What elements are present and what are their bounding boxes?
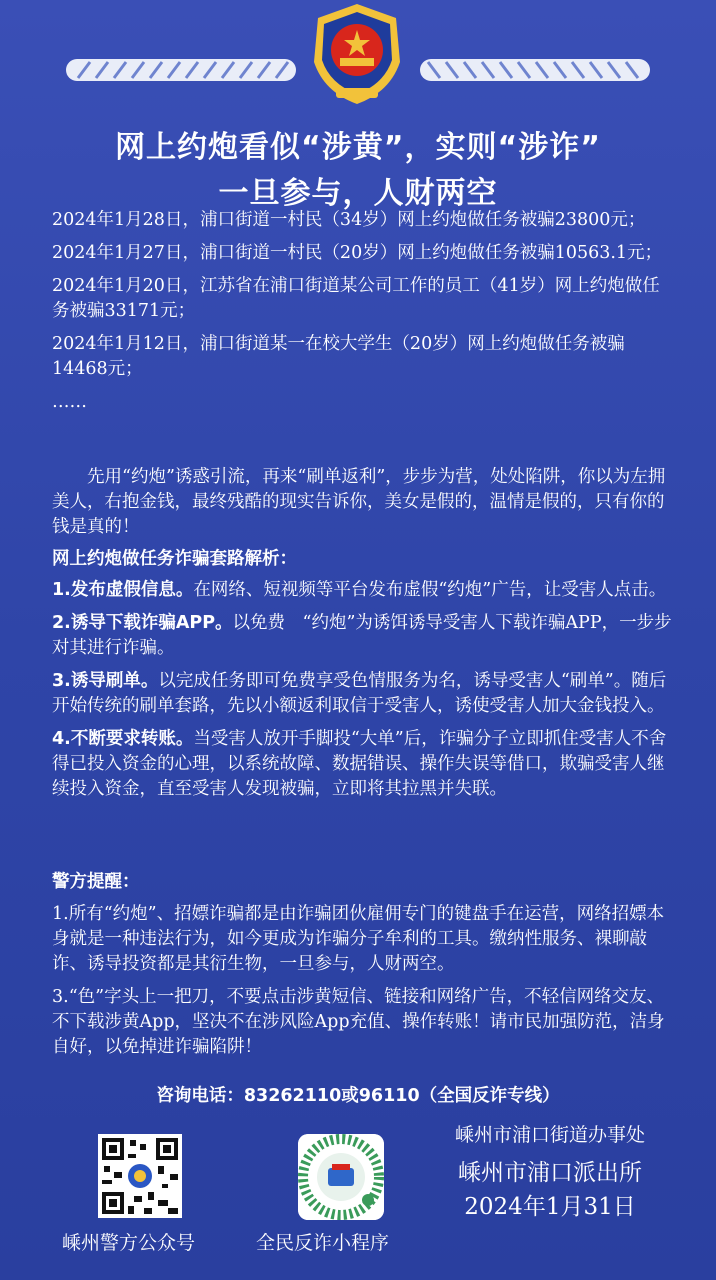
left-wing-ornament [66, 56, 296, 84]
issuer-office: 嵊州市浦口街道办事处 [454, 1124, 645, 1146]
warning-list [52, 902, 672, 1068]
warning-title: 警方提醒： [52, 872, 140, 892]
analysis-item [52, 611, 672, 661]
case-item: 2024年1月27日，浦口街道一村民（20岁）网上约炮做任务被骗10563.1元； [52, 243, 663, 263]
qr-label-official-account: 嵊州警方公众号 [62, 1232, 196, 1254]
wechat-official-account-qr-code[interactable] [98, 1134, 182, 1218]
headline-line-1: 网上约炮看似“涉黄”，实则“涉诈” [115, 130, 601, 165]
headline-line-2: 一旦参与，人财两空 [218, 176, 498, 211]
analysis-item-text: 在网络、短视频等平台发布虚假“约炮”广告，让受害人点击。 [193, 580, 667, 600]
analysis-item-text: 当受害人放开手脚投“大单”后，诈骗分子立即抓住受害人不舍得已投入资金的心理，以系统故障、数据错误、操作失误等借口，欺骗受害人继续投入资金，直至受害人发现被骗，立即将其拉黑并失联。 [52, 729, 667, 799]
warning-item: 1.所有“约炮”、招嫖诈骗都是由诈骗团伙雇佣专门的键盘手在运营，网络招嫖本身就是一种违法行为，如今更成为诈骗分子牟利的工具。缴纳性服务、裸聊敲诈、诱导投资都是其衍生物，一旦参与，人财两空。 [52, 904, 665, 974]
analysis-item-lead: 4.不断要求转账。 [52, 729, 194, 749]
qr-label-mini-program: 全民反诈小程序 [256, 1232, 390, 1254]
case-item: 2024年1月20日，江苏省在浦口街道某公司工作的员工（41岁）网上约炮做任务被骗33171元； [52, 276, 660, 321]
analysis-item-text: 以完成任务即可免费享受色情服务为名，诱导受害人“刷单”。随后开始传统的刷单套路，先以小额返利取信于受害人，诱使受害人加大金钱投入。 [52, 671, 667, 716]
case-item: 2024年1月28日，浦口街道一村民（34岁）网上约炮做任务被骗23800元； [52, 210, 646, 230]
issuer-police-station: 嵊州市浦口派出所 [458, 1160, 642, 1186]
warning-item: 3.“色”字头上一把刀，不要点击涉黄短信、链接和网络广告，不轻信网络交友、不下载涉黄App，坚决不在涉风险App充值、操作转账！请市民加强防范，洁身自好，以免掉进诈骗陷阱！ [52, 987, 665, 1057]
ellipsis: …… [52, 392, 87, 412]
police-emblem-icon [300, 0, 414, 108]
right-wing-ornament [420, 56, 650, 84]
issue-date: 2024年1月31日 [464, 1194, 636, 1220]
analysis-item-lead: 1.发布虚假信息。 [52, 580, 194, 600]
case-item: 2024年1月12日，浦口街道某一在校大学生（20岁）网上约炮做任务被骗14468元； [52, 334, 625, 379]
analysis-item-lead: 3.诱导刷单。 [52, 671, 159, 691]
analysis-item-text: 以免费 “约炮”为诱饵诱导受害人下载诈骗APP，一步步对其进行诈骗。 [52, 613, 672, 658]
analysis-title: 网上约炮做任务诈骗套路解析： [52, 549, 297, 569]
analysis-item-lead: 2.诱导下载诈骗APP。 [52, 613, 233, 633]
analysis-item [52, 727, 672, 802]
analysis-list [52, 578, 672, 810]
intro-paragraph: 先用“约炮”诱惑引流，再来“刷单返利”，步步为营，处处陷阱，你以为左拥美人，右抱金钱，最终残酷的现实告诉你，美女是假的，温情是假的，只有你的钱是真的！ [52, 467, 666, 537]
analysis-item [52, 578, 672, 603]
mini-program-code[interactable] [298, 1134, 384, 1220]
analysis-item [52, 669, 672, 719]
case-list [52, 208, 672, 415]
emblem-band [0, 0, 716, 110]
hotline: 咨询电话：83262110或96110（全国反诈专线） [156, 1086, 560, 1106]
